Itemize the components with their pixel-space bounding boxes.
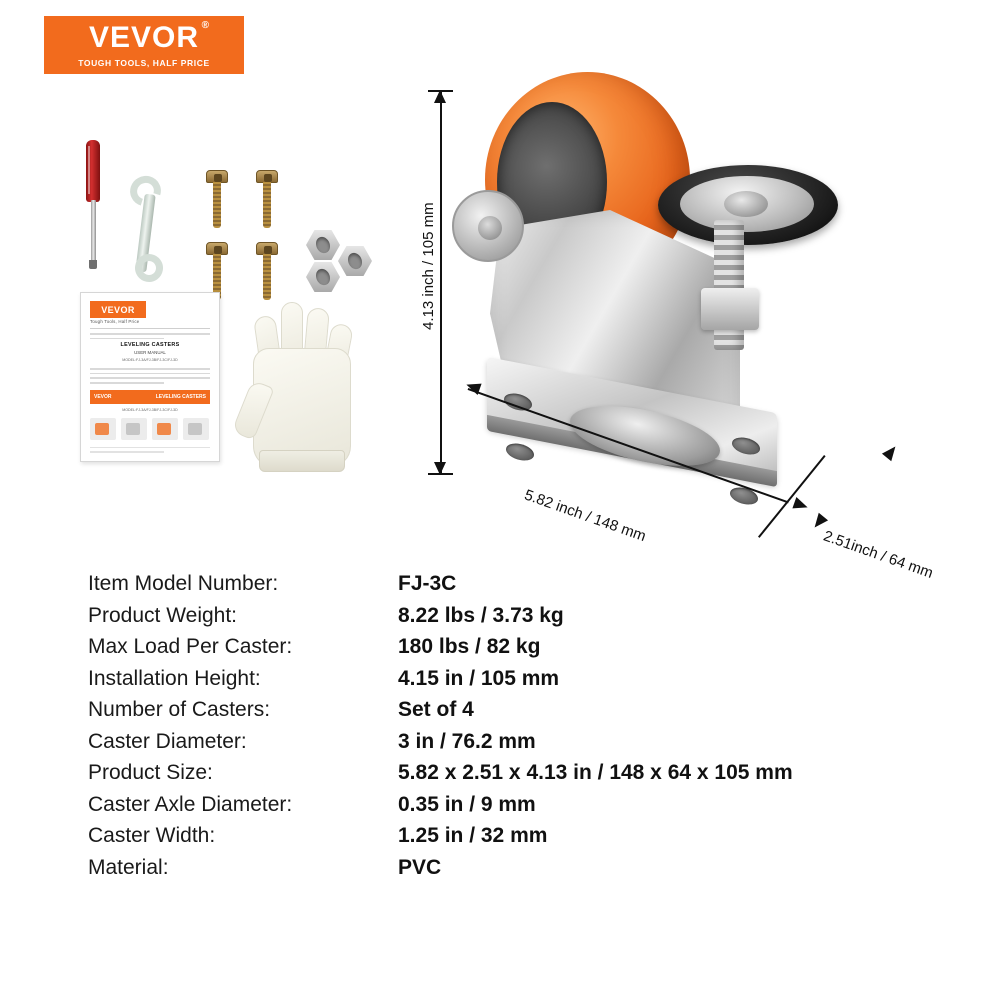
bolt-icon [206,170,228,228]
manual-divider [90,328,210,329]
spec-label: Product Size: [88,761,213,784]
manual-text-line [90,373,210,375]
glove-cuff [259,450,345,472]
height-dimension-line [440,90,442,475]
caster-product-image [430,60,970,560]
width-dimension-label: 2.51inch / 64 mm [821,527,936,582]
spec-value: Set of 4 [398,698,474,721]
manual-band-model: MODEL:FJ-3A/FJ-3B/FJ-3C/FJ-3D [122,407,178,412]
table-row [88,793,948,817]
spec-label: Product Weight: [88,603,238,627]
spec-value: 4.15 in / 105 mm [398,666,560,690]
spec-label: Number of Casters: [88,698,271,721]
table-row [88,572,948,596]
manual-text-line [90,377,210,379]
screwdriver-handle [86,140,100,202]
adjustment-nut [701,288,759,330]
wrench-icon [122,176,170,286]
manual-text-line [90,338,164,340]
table-row [88,730,948,754]
manual-footer-text [90,447,210,453]
work-glove-icon [235,290,375,475]
spec-label: Installation Height: [88,666,261,690]
manual-text-line [90,451,164,453]
manual-subtitle: USER MANUAL [134,350,166,356]
table-row [88,635,948,659]
spec-label: Caster Diameter: [88,729,247,753]
registered-mark-icon: ® [201,19,211,31]
height-arrow-down-icon [434,462,446,475]
bolt-shank [263,182,271,228]
manual-text-line [90,333,210,335]
spec-value: 180 lbs / 82 kg [398,635,541,658]
manual-logo: VEVOR [90,301,146,318]
height-arrow-up-icon [434,90,446,103]
mounting-hole [506,441,534,462]
bolt-shank [213,182,221,228]
spec-label: Max Load Per Caster: [88,635,293,658]
spec-value: 3 in / 76.2 mm [398,729,536,753]
hex-nut-icon [306,230,340,260]
spec-value: 1.25 in / 32 mm [398,824,548,847]
height-dimension-label: 4.13 inch / 105 mm [420,202,437,330]
spec-label: Material: [88,855,169,879]
manual-figure [183,418,209,440]
length-dimension-label: 5.82 inch / 148 mm [522,486,649,546]
table-row [88,667,948,691]
spec-value: PVC [398,855,442,879]
manual-body-text [90,368,210,383]
manual-figure [152,418,178,440]
table-row [88,761,948,785]
table-row [88,604,948,628]
spec-label: Caster Width: [88,824,216,847]
brand-name [88,19,211,54]
manual-band-product: LEVELING CASTERS [155,393,206,400]
wheel-axle-hub [452,190,524,262]
table-row [88,824,948,848]
manual-title: LEVELING CASTERS [120,342,180,349]
screwdriver-shaft [91,200,96,262]
accessories-group [60,130,400,500]
manual-band-brand: VEVOR [94,393,112,400]
brand-name-text: VEVOR [88,20,200,54]
screwdriver-icon [80,140,106,270]
manual-text-line [90,368,210,370]
manual-figures [90,418,210,440]
screwdriver-tip [89,260,97,269]
threaded-screw-stem [714,220,744,350]
spec-value: FJ-3C [398,572,457,595]
spec-value: 5.82 x 2.51 x 4.13 in / 148 x 64 x 105 mm [398,761,793,784]
specification-table [88,572,948,887]
hex-nut-icon [338,246,372,276]
spec-value: 8.22 lbs / 3.73 kg [398,603,564,627]
bolt-icon [256,170,278,228]
manual-text-line [90,382,164,384]
spec-value: 0.35 in / 9 mm [398,792,536,816]
manual-figure [90,418,116,440]
manual-band [90,390,210,404]
spec-label: Item Model Number: [88,572,279,595]
vevor-logo [44,16,244,74]
manual-figure [121,418,147,440]
spec-label: Caster Axle Diameter: [88,792,293,816]
table-row [88,856,948,880]
brand-tagline: TOUGH TOOLS, HALF PRICE [78,57,210,68]
hex-nut-icon [306,262,340,292]
manual-model: MODEL:FJ-3A/FJ-3B/FJ-3C/FJ-3D [122,358,178,363]
manual-tagline: Tough Tools, Half Price [90,319,140,324]
user-manual [80,292,220,462]
table-row [88,698,948,722]
manual-text-line [90,447,210,449]
leveling-pad-top [680,176,814,232]
